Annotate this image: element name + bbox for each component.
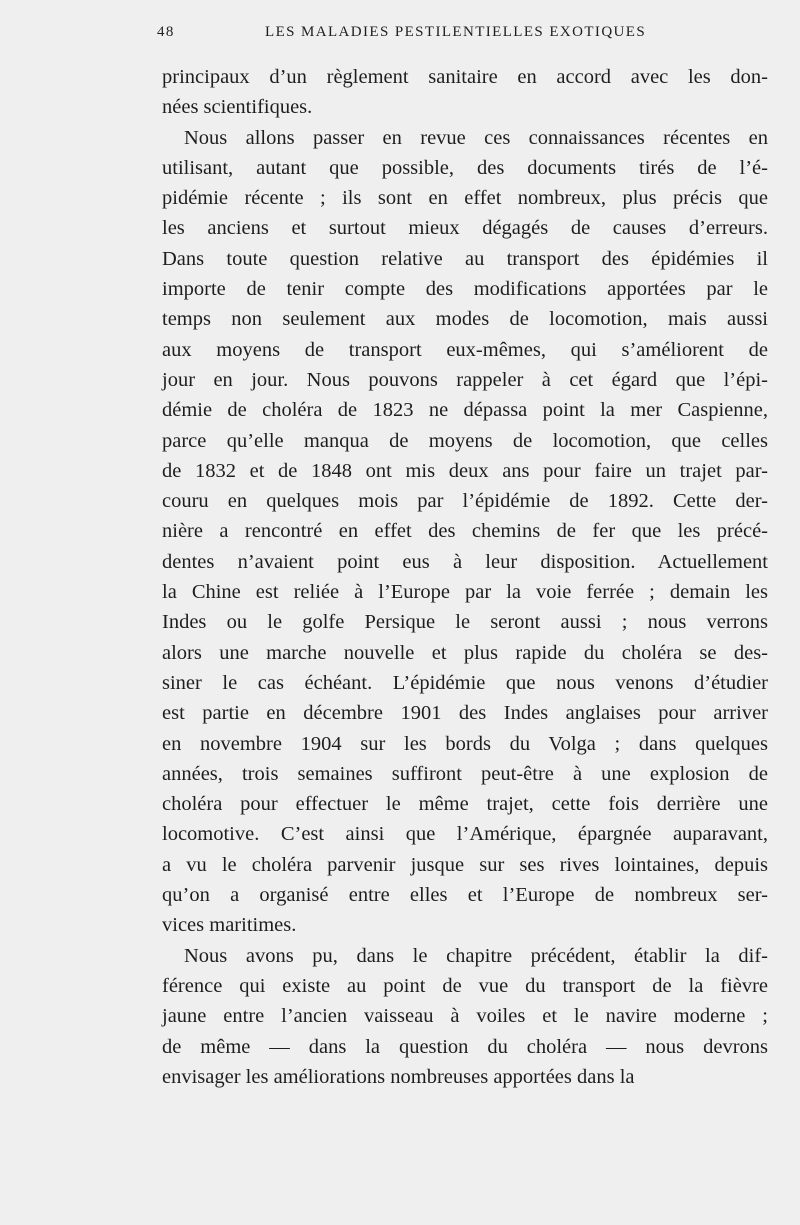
text-line: Indes ou le golfe Persique le seront aussi ; nous verrons xyxy=(162,611,768,634)
text-line: nière a rencontré en effet des chemins de fer que les précé- xyxy=(162,520,768,543)
text-line: les anciens et surtout mieux dégagés de causes d’erreurs. xyxy=(162,217,768,240)
text-line: années, trois semaines suffiront peut-être à une explosion de xyxy=(162,762,768,785)
text-line: parce qu’elle manqua de moyens de locomotion, que celles xyxy=(162,429,768,452)
paragraph xyxy=(162,941,768,1092)
text-line: a vu le choléra parvenir jusque sur ses rives lointaines, depuis xyxy=(162,853,768,876)
text-line: jour en jour. Nous pouvons rappeler à cet égard que l’épi- xyxy=(162,368,768,391)
text-line: de même — dans la question du choléra — nous devrons xyxy=(162,1035,768,1058)
text-line: utilisant, autant que possible, des documents tirés de l’é- xyxy=(162,156,768,179)
text-line: temps non seulement aux modes de locomotion, mais aussi xyxy=(162,308,768,331)
text-line: alors une marche nouvelle et plus rapide du choléra se des- xyxy=(162,641,768,664)
text-line: démie de choléra de 1823 ne dépassa point la mer Caspienne, xyxy=(162,399,768,422)
text-line: choléra pour effectuer le même trajet, cette fois derrière une xyxy=(162,793,768,816)
text-line: pidémie récente ; ils sont en effet nombreux, plus précis que xyxy=(162,187,768,210)
text-line: vices maritimes. xyxy=(162,914,297,937)
text-line: nées scientifiques. xyxy=(162,96,313,119)
running-title: LES MALADIES PESTILENTIELLES EXOTIQUES xyxy=(265,24,647,40)
text-line: férence qui existe au point de vue du transport de la fièvre xyxy=(162,974,768,997)
text-line: de 1832 et de 1848 ont mis deux ans pour faire un trajet par- xyxy=(162,459,768,482)
text-line: qu’on a organisé entre elles et l’Europe de nombreux ser- xyxy=(162,884,768,907)
paragraph xyxy=(162,62,768,123)
text-line: Nous allons passer en revue ces connaissances récentes en xyxy=(184,126,768,149)
text-line: envisager les améliorations nombreuses apportées dans la xyxy=(162,1065,635,1088)
text-line: en novembre 1904 sur les bords du Volga ; dans quelques xyxy=(162,732,768,755)
text-line: siner le cas échéant. L’épidémie que nous venons d’étudier xyxy=(162,671,768,694)
page-number: 48 xyxy=(157,24,175,40)
text-line: principaux d’un règlement sanitaire en accord avec les don- xyxy=(162,66,768,88)
text-line: dentes n’avaient point eus à leur disposition. Actuellement xyxy=(162,550,768,573)
paragraph xyxy=(162,123,768,941)
text-line: aux moyens de transport eux-mêmes, qui s’améliorent de xyxy=(162,338,768,361)
text-line: jaune entre l’ancien vaisseau à voiles et le navire moderne ; xyxy=(162,1005,768,1028)
page-header xyxy=(157,24,767,50)
text-line: Dans toute question relative au transport des épidémies il xyxy=(162,247,768,270)
text-line: couru en quelques mois par l’épidémie de 1892. Cette der- xyxy=(162,490,768,513)
text-line: la Chine est reliée à l’Europe par la voie ferrée ; demain les xyxy=(162,581,768,604)
text-line: locomotive. C’est ainsi que l’Amérique, épargnée auparavant, xyxy=(162,823,768,846)
body-text xyxy=(162,62,768,1092)
text-line: importe de tenir compte des modifications apportées par le xyxy=(162,278,768,301)
text-line: est partie en décembre 1901 des Indes anglaises pour arriver xyxy=(162,702,768,725)
text-line: Nous avons pu, dans le chapitre précédent, établir la dif- xyxy=(184,944,768,967)
